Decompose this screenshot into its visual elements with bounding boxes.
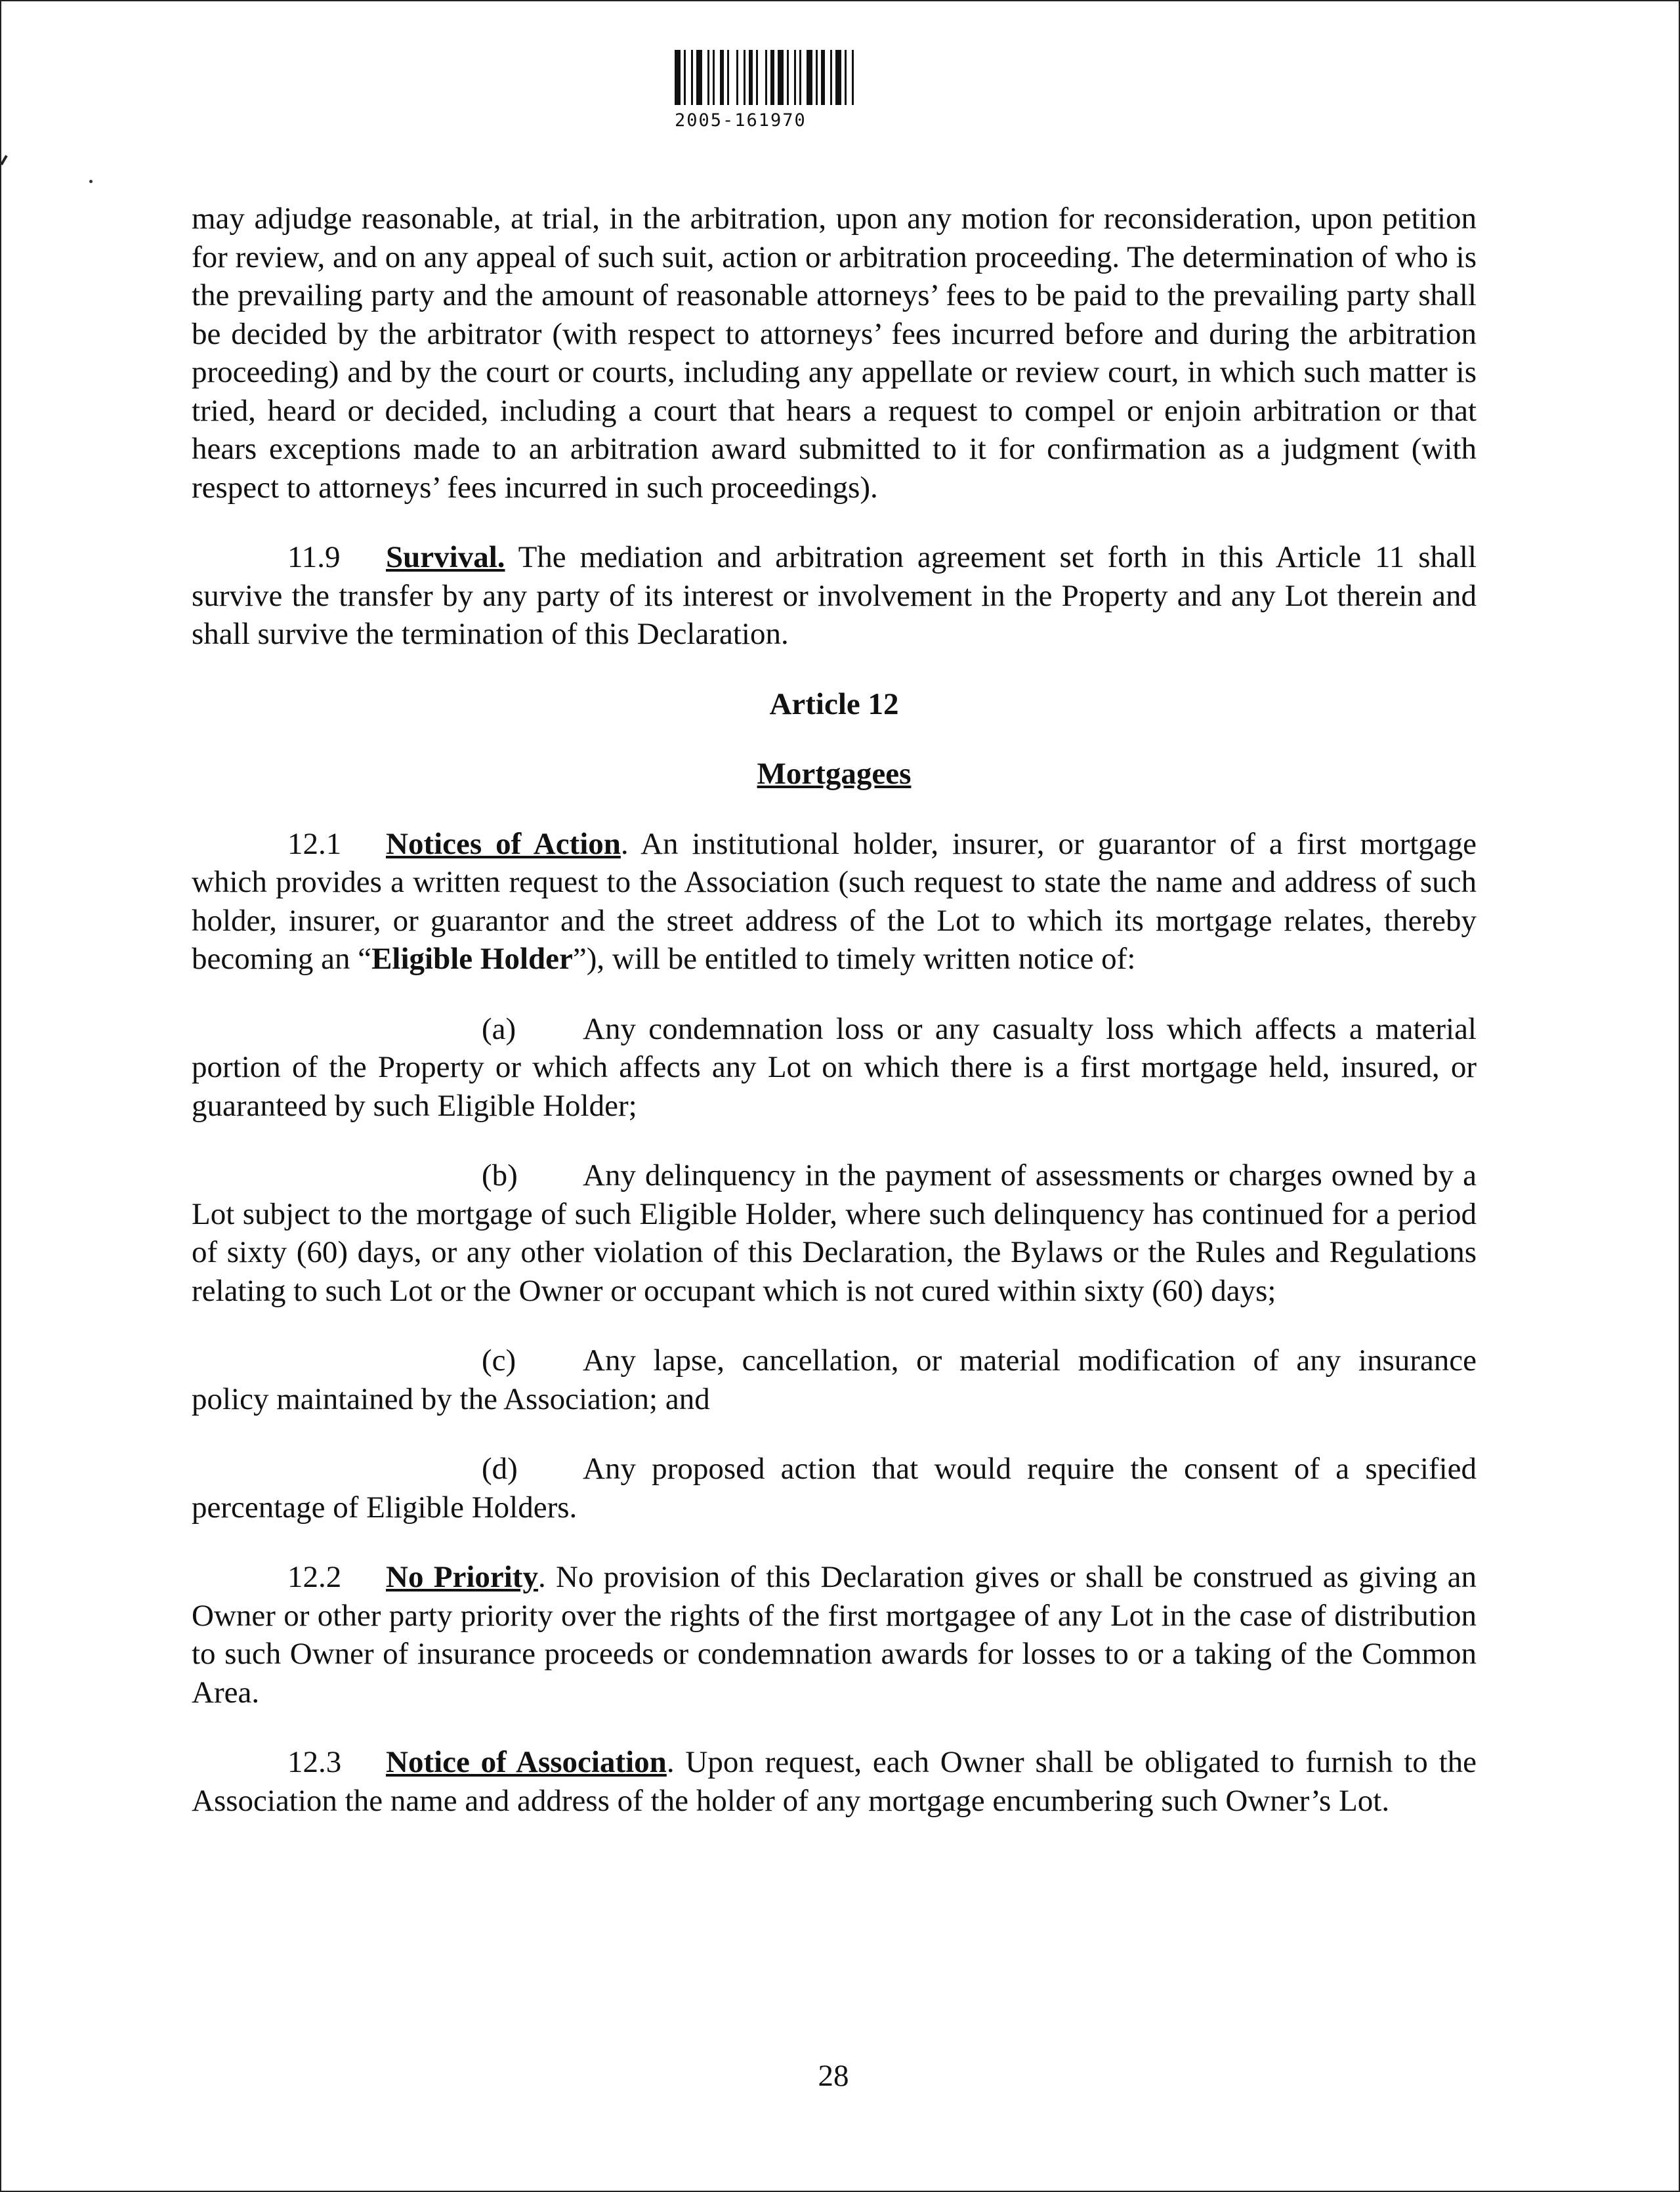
barcode-bar <box>845 50 847 105</box>
item-text: Any lapse, cancellation, or material modification of any insurance policy maintained by the Association; and <box>192 1343 1477 1416</box>
section-11-9 <box>192 538 1477 654</box>
barcode-bar <box>713 50 715 105</box>
barcode-bar <box>835 50 841 105</box>
barcode-bar <box>744 50 746 105</box>
barcode-bar <box>749 50 753 105</box>
continued-paragraph: may adjudge reasonable, at trial, in the arbitration, upon any motion for reconsideration, upon petition for review, and on any appeal of such suit, action or arbitration proceeding. The determination of who is the prevailing party and the amount of reasonable attorneys’ fees to be paid to the prevailing party shall be decided by the arbitrator (with respect to attorneys’ fees incurred before and during the arbitration proceeding) and by the court or courts, including any appellate or review court, in which such matter is tried, heard or decided, including a court that hears a request to compel or enjoin arbitration or that hears exceptions made to an arbitration award submitted to it for confirmation as a judgment (with respect to attorneys’ fees incurred in such proceedings). <box>192 201 1477 505</box>
barcode-bar <box>807 50 812 105</box>
article-title: Mortgagees <box>757 757 912 791</box>
page-number: 28 <box>818 2059 849 2093</box>
section-text: . An institutional holder, insurer, or guarantor of a first mortgage which provides a written request to the Association (such request to state the name and address of such holder, insurer, or guarantor and the street address of the Lot to which its mortgage relates, thereby becoming an “ <box>192 826 1477 976</box>
barcode-bar <box>778 50 784 105</box>
list-item-a <box>192 1010 1477 1126</box>
barcode-bar <box>816 50 818 105</box>
section-text: . No provision of this Declaration gives or shall be construed as giving an Owner or other party priority over the rights of the first mortgagee of any Lot in the case of distribution to such Owner of insurance proceeds or condemnation awards for losses to or a taking of the Common Area. <box>192 1560 1477 1710</box>
section-number: 12.1 <box>287 826 342 861</box>
list-item-b <box>192 1156 1477 1310</box>
item-label: (a) <box>482 1011 516 1046</box>
barcode-bar <box>727 50 729 105</box>
barcode-bar <box>707 50 709 105</box>
section-number: 11.9 <box>287 540 341 574</box>
list-item-c <box>192 1341 1477 1418</box>
section-title: Survival. <box>386 540 505 574</box>
barcode-bar <box>720 50 724 105</box>
barcode-bar <box>765 50 767 105</box>
section-text: The mediation and arbitration agreement set forth in this Article 11 shall survive the transfer by any party of its interest or involvement in the Property and any Lot therein and shall survive the termination of this Declaration. <box>192 540 1477 651</box>
barcode-number: 2005-161970 <box>675 110 807 131</box>
item-text: Any proposed action that would require the consent of a specified percentage of Eligible Holders. <box>192 1452 1477 1525</box>
barcode-bar <box>852 50 854 105</box>
section-text: . Upon request, each Owner shall be obligated to furnish to the Association the name and address of the holder of any mortgage encumbering such Owner’s Lot. <box>192 1745 1477 1818</box>
scan-dot <box>89 180 93 183</box>
barcode-image <box>675 50 973 105</box>
item-label: (c) <box>482 1343 516 1378</box>
barcode-bar <box>684 50 686 105</box>
item-text: Any condemnation loss or any casualty loss which affects a material portion of the Property or which affects any Lot on which there is a first mortgage held, insured, or guaranteed by such Eligible Holder; <box>192 1011 1477 1123</box>
section-12-3 <box>192 1743 1477 1820</box>
barcode-bar <box>830 50 832 105</box>
recording-barcode <box>675 50 976 135</box>
document-body <box>192 200 1477 1820</box>
list-item-d <box>192 1450 1477 1527</box>
barcode-bar <box>799 50 801 105</box>
section-title: Notice of Association <box>386 1745 667 1779</box>
defined-term: Eligible Holder <box>371 942 573 976</box>
section-number: 12.3 <box>287 1745 342 1779</box>
barcode-bar <box>696 50 702 105</box>
section-number: 12.2 <box>287 1560 342 1594</box>
barcode-bar <box>691 50 693 105</box>
barcode-bar <box>770 50 774 105</box>
item-text: Any delinquency in the payment of assessments or charges owned by a Lot subject to the mortgage of such Eligible Holder, where such delinquency has continued for a period of sixty (60) days, or any other violation of this Declaration, the Bylaws or the Rules and Regulations relating to such Lot or the Owner or occupant which is not cured within sixty (60) days; <box>192 1158 1477 1308</box>
barcode-bar <box>736 50 738 105</box>
barcode-bar <box>756 50 758 105</box>
article-label: Article 12 <box>769 686 899 721</box>
section-title: Notices of Action <box>386 826 621 861</box>
item-label: (d) <box>482 1452 518 1486</box>
section-12-2 <box>192 1558 1477 1712</box>
item-label: (b) <box>482 1158 518 1192</box>
section-12-1 <box>192 825 1477 979</box>
barcode-bar <box>675 50 681 105</box>
barcode-bar <box>794 50 796 105</box>
section-text-end: ”), will be entitled to timely written notice of: <box>572 942 1136 976</box>
section-title: No Priority <box>386 1560 538 1594</box>
barcode-bar <box>787 50 789 105</box>
barcode-bar <box>821 50 825 105</box>
